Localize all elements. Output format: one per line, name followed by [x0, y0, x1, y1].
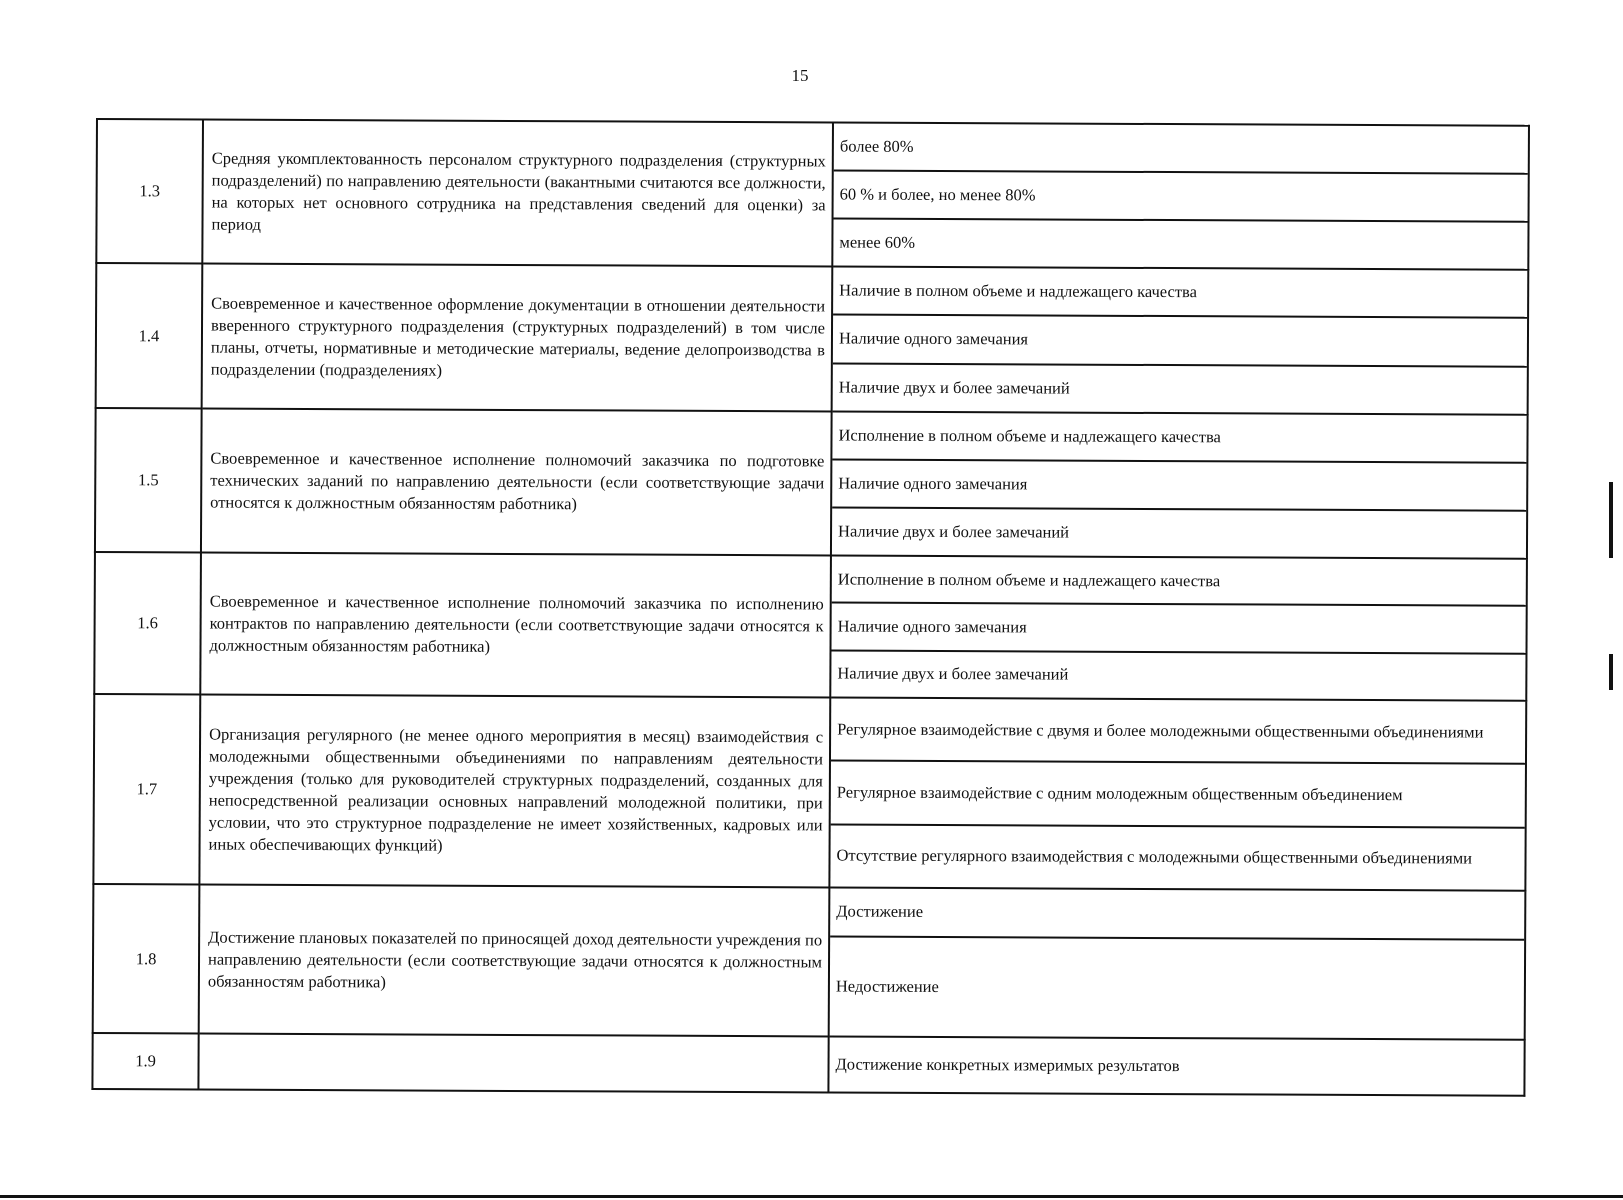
- table-row: [96, 119, 1529, 270]
- table-row: [93, 694, 1526, 891]
- table-row: [93, 884, 1526, 1040]
- option-item: Регулярное взаимодействие с двумя и более молодежными общественными объединениями: [837, 719, 1484, 742]
- scan-bottom-edge: [0, 1195, 1623, 1198]
- row-number: 1.8: [93, 884, 200, 1033]
- row-number: 1.9: [92, 1033, 198, 1089]
- table-row: [92, 1033, 1524, 1096]
- row-number: 1.5: [95, 408, 202, 552]
- option-item: Наличие двух и более замечаний: [832, 506, 1526, 557]
- table-row: [96, 263, 1529, 415]
- option-item: Достижение конкретных измеримых результатов: [835, 1054, 1180, 1076]
- options-cell: [828, 1036, 1524, 1095]
- option-item: Отсутствие регулярного взаимодействия с молодежными общественными объединениями: [830, 823, 1524, 890]
- table-row: [95, 408, 1528, 559]
- options-cell: [831, 411, 1528, 558]
- option-item: Исполнение в полном объеме и надлежащего качества: [837, 569, 1221, 590]
- options-cell: [832, 266, 1529, 414]
- row-number: 1.4: [96, 263, 203, 408]
- table-row: [94, 552, 1527, 701]
- option-item: Наличие одного замечания: [832, 602, 1526, 653]
- scan-edge-mark: [1609, 654, 1613, 690]
- option-item: Исполнение в полном объеме и надлежащего качества: [838, 425, 1221, 447]
- criterion-text: Своевременное и качественное исполнение полномочий заказчика по подготовке технических заданий по направлению деятельности (если соответствующие задачи относятся к должностным обязанностям работника): [201, 409, 832, 556]
- options-cell: [830, 555, 1527, 700]
- criterion-text: [198, 1033, 828, 1092]
- criterion-text: Средняя укомплектованность персоналом структурного подразделения (структурных подразделений) по направлению деятельности (вакантными считаются все должности, на которых нет основного сотрудника на представления сведений для оценки) за период: [202, 120, 833, 267]
- options-cell: [829, 887, 1526, 1039]
- criterion-text: Организация регулярного (не менее одного мероприятия в месяц) взаимодействия с молодежными общественными объединениями по направлениям деятельности учреждения (только для руководителей структурных подразделений, созданных для непосредственной реализации основных направлений молодежной политики, при условии, что это структурное подразделение не имеет хозяйственных, кадровых или иных обеспечивающих функций): [199, 694, 830, 887]
- options-cell: [829, 697, 1526, 890]
- criterion-text: Достижение плановых показателей по приносящей доход деятельности учреждения по направлению деятельности (если соответствующие задачи относятся к должностным обязанностям работника): [199, 884, 830, 1036]
- option-item: более 80%: [839, 136, 914, 156]
- row-number: 1.7: [93, 694, 200, 884]
- option-item: Регулярное взаимодействие с одним молодежным общественным объединением: [831, 760, 1525, 827]
- criterion-text: Своевременное и качественное исполнение полномочий заказчика по исполнению контрактов по направлению деятельности (если соответствующие задачи относятся к должностным обязанностям работника): [200, 552, 831, 697]
- option-item: Наличие одного замечания: [832, 458, 1526, 509]
- option-item: Наличие двух и более замечаний: [833, 362, 1527, 414]
- criterion-text: Своевременное и качественное оформление документации в отношении деятельности вверенного структурного подразделения (структурных подразделений) в том числе планы, отчеты, нормативные и методические материалы, ведение делопроизводства в подразделении (подразделениях): [202, 264, 833, 412]
- option-item: Достижение: [836, 901, 924, 922]
- row-number: 1.3: [96, 119, 203, 263]
- option-item: Наличие в полном объеме и надлежащего качества: [839, 280, 1198, 302]
- option-item: менее 60%: [833, 217, 1527, 268]
- option-item: Наличие одного замечания: [833, 314, 1527, 366]
- criteria-table: [91, 118, 1530, 1097]
- options-cell: [832, 122, 1529, 269]
- option-item: Недостижение: [830, 935, 1524, 1038]
- row-number: 1.6: [94, 552, 201, 694]
- option-item: Наличие двух и более замечаний: [831, 649, 1525, 700]
- option-item: 60 % и более, но менее 80%: [834, 169, 1528, 220]
- page-number: 15: [791, 66, 809, 85]
- scan-edge-mark: [1609, 482, 1613, 558]
